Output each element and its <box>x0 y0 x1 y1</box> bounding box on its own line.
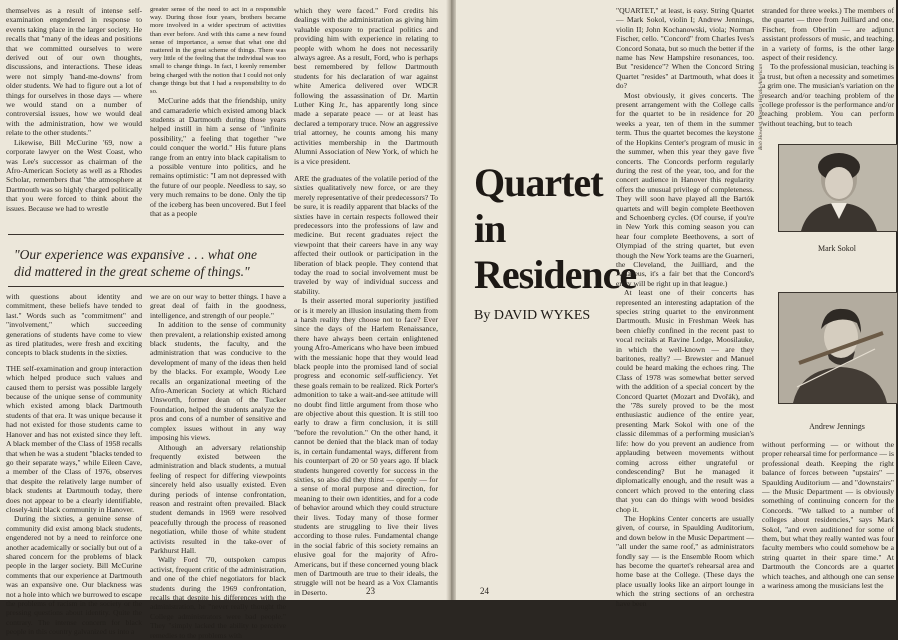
photo-andrew-jennings <box>778 292 898 404</box>
paragraph: themselves as a result of intense self-examination engendered in response to events taking place in the larger society. He recalls that "many of the ideas and positions that we committed ourselves to were derived out of our own thoughts, discussions, and interactions. These ideas were not simply 'hand-me-downs' from older students. We had to figure out a lot of things for ourselves in those days — where we would stand on a number of controversial issues, how we would deal with the administration, how we would relate to the other students." <box>6 6 142 138</box>
caption-andrew-jennings: Andrew Jennings <box>809 422 865 431</box>
paragraph: Likewise, Bill McCurine '69, now a corporate lawyer on the West Coast, who was Lee's successor as chairman of the Afro-American Society as well as a Rhodes Scholar, remembers that "the atmosphere at Dartmouth was so highly charged politically that you were forced to think about the issues. Because we had to wrestle <box>6 137 142 213</box>
caption-mark-sokol: Mark Sokol <box>818 244 856 253</box>
pull-quote-rule-bottom <box>8 286 284 287</box>
binding-gutter <box>446 0 456 600</box>
left-col1-top <box>6 6 142 230</box>
paragraph: Is their asserted moral superiority justified or is it merely an illusion insulating them from a harsh reality they choose not to face? Ever since the days of the Harlem Renaissance, there have always been certain enlightened young Afro-Americans who have been imbued with the messianic hope that they would lead black people into the promised land of social progress and economic self-sufficiency. Yet these goals remain to be realized. Rick Porter's admonition to take a wait-and-see attitude will no doubt find little argument from those who are objective about this question. It is still too early to draw a firm conclusion, it is still "before the revolution." On the other hand, it cannot be denied that the black man of today is, in certain fundamental ways, different from his counterpart of 20 or 50 years ago. If black students hungered covertly for success in the sixties, so also did they thirst — openly — for a sense of moral purpose and direction, for meaning to their own identities, and for a code of behavior around which they could structure their lives. Today many of those former students are struggling to live their lives according to those rules. Fundamental change in the social fabric of this society remains an elusive goal for the majority of Afro-Americans, but if these concerned young black men of Dartmouth are true to their ideals, the struggle will not be heard as a Vox Clamantis in Deserto. <box>294 296 438 597</box>
paragraph: To the professional musician, teaching is a trust, but often a necessity and sometimes a grim one. The musician's variation on the research and/or teaching problem of the college professor is the performance and/or teaching problem. You can perform without teaching, but to teach <box>762 62 895 128</box>
paragraph: with questions about identity and commitment, these beliefs have tended to last." Words such as "commitment" and "involvement," which succeeding generations of students have come to view as tired platitudes, were fresh and exciting concepts to black students in the sixties. <box>6 292 142 358</box>
pull-quote-rule-top <box>8 234 284 235</box>
paragraph: The Hopkins Center concerts are usually given, of course, in Spaulding Auditorium, and down below in the Music Department — "all under the same roof," as administrators fondly say — is the Ensemble Room which has become the quartet's rehearsal area and home base at the College. (These days the place usually looks like an airport lounge in which the string sections of an orchestra have been <box>616 513 754 608</box>
photo-mark-sokol <box>778 144 898 232</box>
left-col1-bottom <box>6 292 142 637</box>
paragraph: In addition to the sense of community then prevalent, a relationship existed among black students, the faculty, and the administration that was conducive to the development of many of the ideas then held by the blacks. For example, Woody Lee recalls an organizational meeting of the Afro-American Society at which Richard Unsworth, former dean of the Tucker Foundation, helped the students analyze the pros and cons of a number of sensitive and complex issues without in any way imposing his views. <box>150 320 286 443</box>
paragraph: "QUARTET," at least, is easy. String Quartet — Mark Sokol, violin I; Andrew Jennings, violin II; John Kochanowski, viola; Norman Fischer, cello. "Concord" from Charles Ives's Concord Sonata, but so much the better if the name has New Hampshire resonances, too. But "residence"? When the Concord String Quartet "resides" at Dartmouth, what does it do? <box>616 6 754 91</box>
page-number-right: 24 <box>480 586 489 596</box>
paragraph: ARE the graduates of the volatile period of the sixties qualitatively new force, or are they merely representative of their predecessors? To be sure, it is readily apparent that blacks of the sixties have in certain respects followed their predecessors into the professions of law and medicine. But recent graduates reject the viewpoint that their careers have in any way affected their outlook or participation in the liberation of black people. They contend that today the road to social involvement must be traveled by way of individual success and stability. <box>294 173 438 296</box>
article-title: Quartet in Residence <box>474 160 637 297</box>
right-col2-top <box>762 6 894 138</box>
paragraph: stranded for three weeks.) The members of the quartet — three from Juilliard and one, Fischer, from Oberlin — are adjunct assistant professors of music, and teaching, in a variety of forms, is the other large aspect of their residency. <box>762 6 894 63</box>
paragraph: During the sixties, a genuine sense of community did exist among black students, engendered not by a need to reinforce one another academically or socially but out of a shared concern for the problems of black people in the larger society. Bill McCurine comments that our experience at Dartmouth was an expansive one. Our blackness was not a hole into which we burrowed to escape the problems of racism in the society or the pressing questions about identity. Quite the contrary. The intense concern for black people in this country galvanized us into a <box>6 514 142 637</box>
paragraph: Most obviously, it gives concerts. The present arrangement with the College calls for the quartet to be in residence for 20 weeks a year, ten of them in the summer term. Thus the quartet becomes the keystone of the Hopkins Center's program of music in the summer, when this year they gave five concerts. The Concords perform regularly during the rest of the year, too, and for the concert audience in Hanover this regularity offers the unusual privilege of completeness. They will soon have played all the Bartók quartets and will begin complete Beethoven and Schoenberg cycles. (Of course, if you're in New York this coming season you can hear four complete Beethovens, a sort of Olympiad of the string quartet, but even though the New York teams are the Guarneri, the Cleveland, the Juilliard, and the Amadeus, it's a fair bet that the Concord's entry will be right up in that league.) <box>616 90 754 288</box>
paragraph: THE self-examination and group interaction which helped produce such values and caused them to persist was possible largely because of the unique sense of community which existed among black Dartmouth students of that era. It was unique because it had not existed for those students came to Hanover and has not existed since they left. A black member of the Class of 1958 recalls that when he was a student "blacks tended to go their separate ways," while Eileen Cave, a member of the Class of 1976, observes that despite the relatively large number of black students at Dartmouth today, there does not appear to be a clearly identifiable, closely-knit black community in Hanover. <box>6 363 142 514</box>
portrait-image <box>779 293 897 403</box>
paragraph: McCurine adds that the friendship, unity and camaraderie which existed among black students at Dartmouth during those years helped instill in him a sense of "infinite possibility," a feeling that together "we could conquer the world." His future plans range from an entry into black capitalism to a possible venture into politics, and he remains optimistic: "I am not depressed with the future of our people. Needless to say, so very much remains to be done. Only the tip of the iceberg has been uncovered. But I feel that as a people <box>150 96 286 219</box>
photo-credit: Bob Howard, Boston Herald-American <box>758 63 764 150</box>
pull-quote: "Our experience was expansive . . . what one did mattered in the great scheme of things." <box>14 247 257 279</box>
paragraph: At least one of their concerts has represented an interesting adaptation of the species string quartet to the environment Dartmouth. Music in Freshman Week has been chiefly confined in the recent past to vocal recitals at Ravine Lodge, Moosilauke, in which the well-known — are they baritones, really? — Brewster and Manuel could be heard making the echoes ring. The Class of 1978 was somewhat better served with the addition of a special concert by the Concord Quartet (Mozart and Dvořák), and the '78s surely proved to be the most enthusiastic audience of the entire year, presenting Mark Sokol with one of the classic dilemmas of a performing musician's life: how do you prevent an audience from applauding between movements without coming across either ungrateful or condescending? But he managed it diplomatically enough, and the result was a concert which proved to the entering class that you can do things with wood besides chop it. <box>616 288 754 514</box>
paragraph: without performing — or without the proper rehearsal time for performance — is professional death. Keeping the right balance of forces between "upstairs" — Spaulding Auditorium — and "downstairs" — the Music Department — is obviously something of continuing concern for the Concords. "We talked to a number of colleges about residencies," says Mark Sokol, "and even auditioned for some of them, but what they really wanted was four faculty members who could somehow be a string quartet in their spare time." At Dartmouth the Concords are a quartet which teaches, and although one can sense a wariness among the musicians lest the <box>762 440 894 591</box>
article-byline: By DAVID WYKES <box>474 308 591 323</box>
left-col2-top <box>150 6 286 230</box>
portrait-image <box>779 145 897 231</box>
page-number-left: 23 <box>366 586 375 596</box>
paragraph: greater sense of the need to act in a responsible way. During those four years, brothers became more involved in a wider spectrum of activities than ever before. And with this came a new found sense of importance, a sense that what one did mattered in the great scheme of things. There was very little of the feeling that the individual was too small to change things. In fact, I keenly remember being charged with the notion that I could not only change things but that I had a responsibility to do so. <box>150 6 286 96</box>
paragraph: Although an adversary relationship frequently existed between the administration and black students, a mutual feeling of respect for differing viewpoints sincerely held also usually existed. Even during periods of intense confrontation, reason and restraint often prevailed. Black student demands in 1969 were resolved peacefully through the process of reasoned negotiation, while those of white student activists resulted in the take-over of Parkhurst Hall. <box>150 442 286 555</box>
paragraph: Wally Ford '70, outspoken campus activist, frequent critic of the administration, and one of the chief negotiators for black students during the 1969 confrontation, recalls that despite his differences with the administration, he "never really thought the College administrators were bad people." They "simply lacked the ability to perceive remedies to the problems with <box>150 555 286 640</box>
left-col2-bottom <box>150 292 286 640</box>
paragraph: we are on our way to better things. I have a great deal of faith in the goodness, intelligence, and strength of our people." <box>150 292 286 320</box>
right-col2-bottom <box>762 440 894 591</box>
paragraph: which they were faced." Ford credits his dealings with the administration as giving him valuable exposure to practical politics and providing him with experience in relating to people with whom he does not necessarily always agree. As a result, Ford, who is perhaps best remembered by fellow Dartmouth students for his declaration of war against white America delivered over WDCR following the assassination of Dr. Martin Luther King Jr., has apparently long since made a separate peace — or at least has declared a temporary truce. Now an aggressive trial attorney, he counts among his many activities membership in the Dartmouth Alumni Association of New York, of which he is a vice president. <box>294 6 438 166</box>
right-col1 <box>616 6 754 608</box>
